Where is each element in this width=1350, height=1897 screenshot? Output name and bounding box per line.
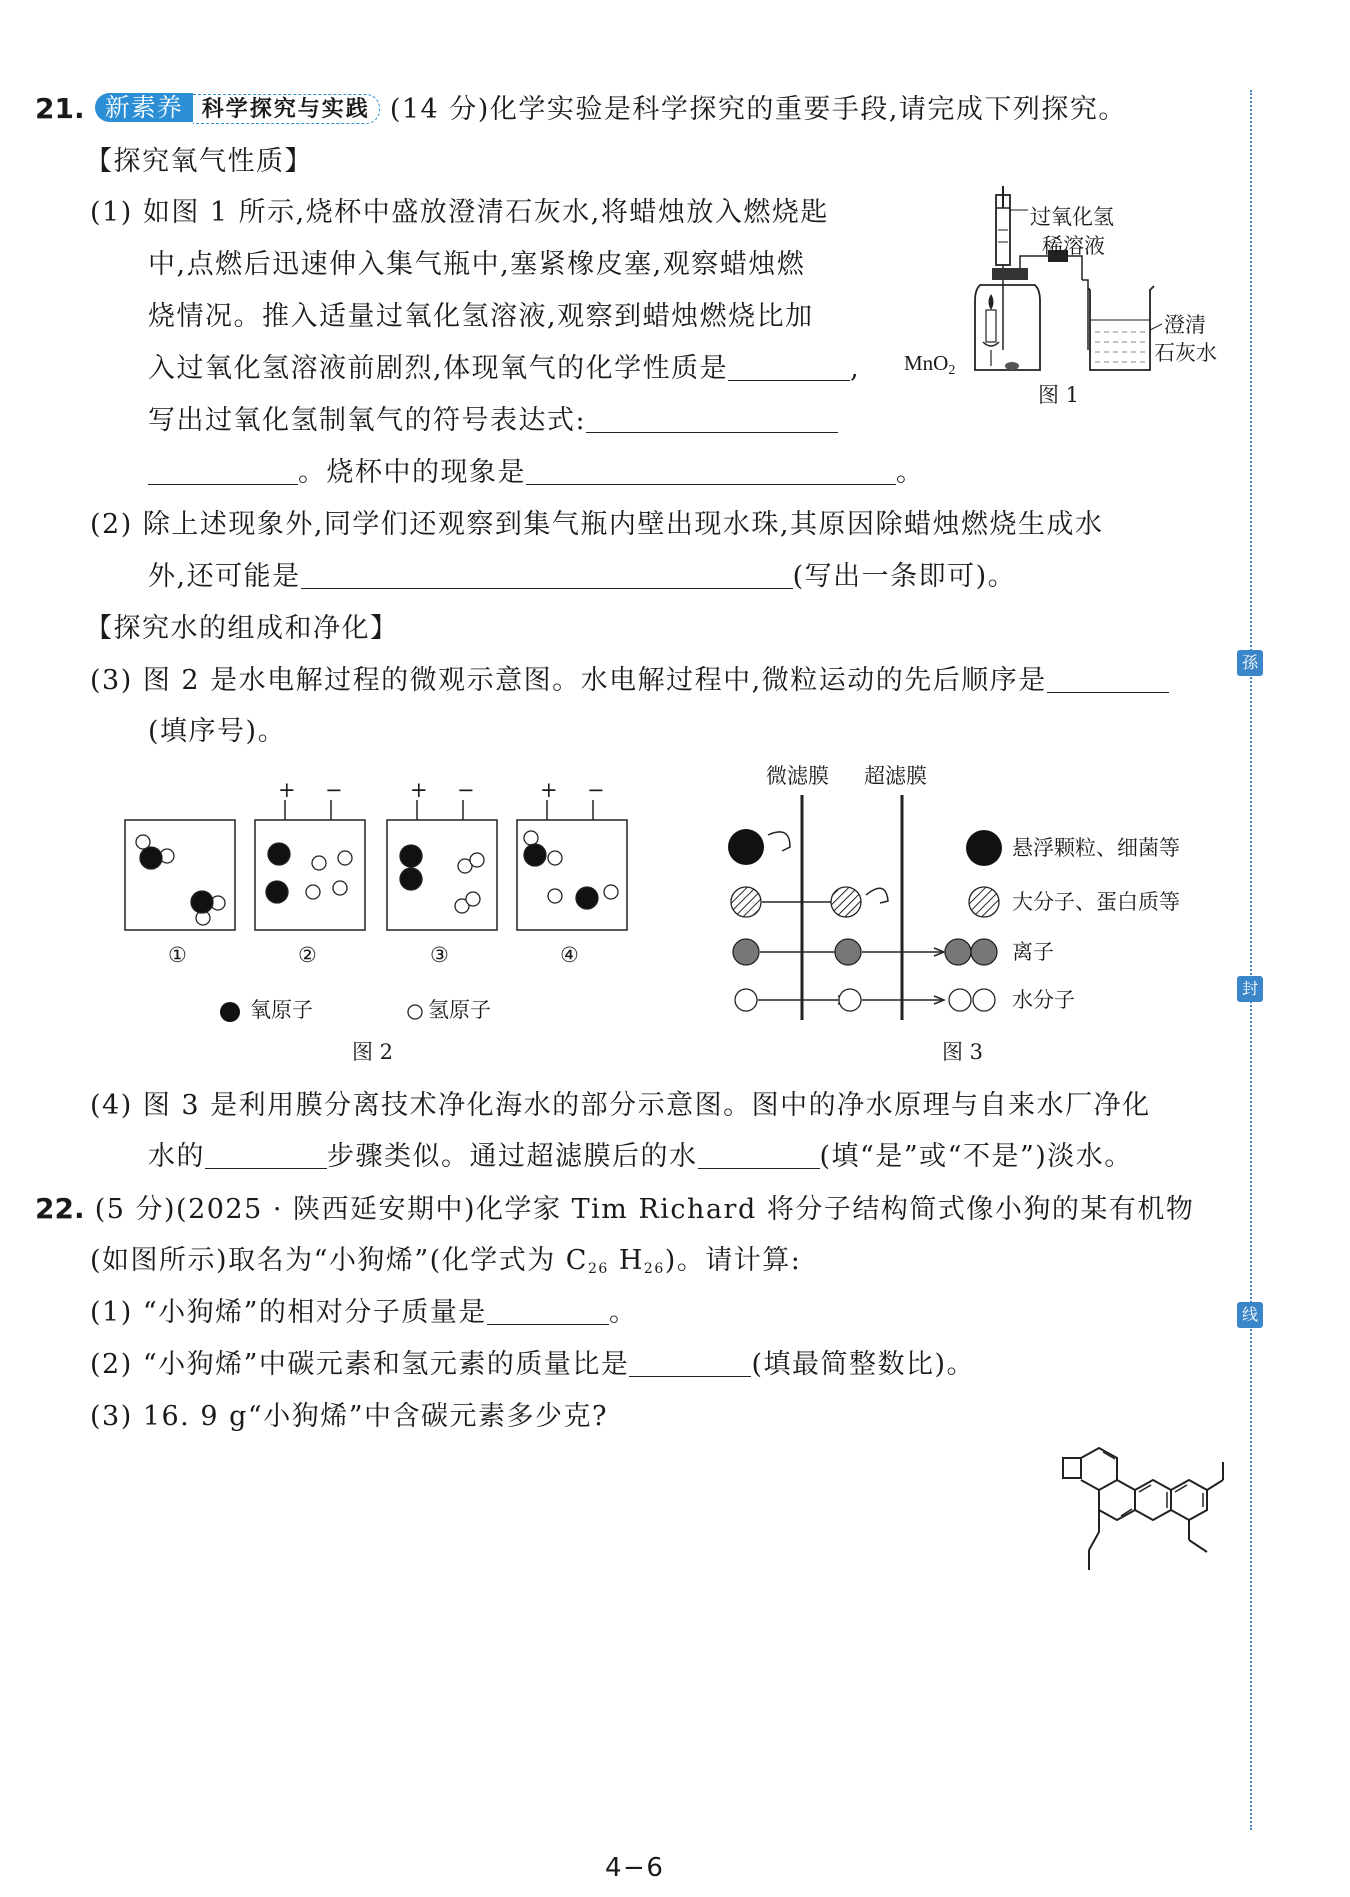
q21-p1-line4-text: 入过氧化氢溶液前剧烈,体现氧气的化学性质是 [148, 353, 729, 384]
section-water: 【探究水的组成和净化】 [85, 613, 399, 644]
fig2-caption: 图 2 [352, 1040, 394, 1064]
side-label-3: 线 [1237, 1302, 1263, 1328]
figure2-electrolysis [115, 780, 635, 940]
fig2-box-label-2: ② [298, 943, 317, 967]
q21-p4-line2-c: (填“是”或“不是”)淡水。 [819, 1141, 1133, 1172]
q21-p2-line2-end: (写出一条即可)。 [792, 561, 1017, 592]
fig3-legend-macromolecule: 大分子、蛋白质等 [1012, 890, 1180, 914]
q21-p1-line5-text: 写出过氧化氢制氧气的符号表达式: [148, 405, 587, 436]
fig2-minus-4: − [587, 778, 605, 802]
page-number: 4−6 [605, 1853, 665, 1883]
q21-p1-line6 [148, 459, 925, 486]
badge-new-literacy: 新素养 [95, 93, 193, 122]
fig2-plus-3: + [410, 778, 428, 802]
q21-p4-line2 [148, 1143, 1133, 1170]
q22-sub2-text: (2) “小狗烯”中碳元素和氢元素的质量比是 [90, 1349, 630, 1380]
fig1-label-h2o2-line1: 过氧化氢 [1030, 205, 1114, 229]
q21-p3-line1-text: (3) 图 2 是水电解过程的微观示意图。水电解过程中,微粒运动的先后顺序是 [90, 665, 1047, 696]
answer-blank-fresh-water[interactable] [698, 1144, 820, 1169]
binding-dotted-line [1250, 90, 1252, 1830]
fig2-legend-oxygen: 氧原子 [250, 998, 313, 1022]
side-label-1: 孫 [1237, 650, 1263, 676]
q21-intro: (14 分)化学实验是科学探究的重要手段,请完成下列探究。 [389, 94, 1127, 125]
q21-p2-line2 [148, 563, 1016, 590]
fig1-caption: 图 1 [1038, 383, 1080, 407]
q22-sub2-end: (填最简整数比)。 [751, 1349, 976, 1380]
fig3-caption: 图 3 [942, 1040, 984, 1064]
side-label-2: 封 [1237, 976, 1263, 1002]
fig3-legend-water: 水分子 [1012, 988, 1075, 1012]
q22-sub1-text: (1) “小狗烯”的相对分子质量是 [90, 1297, 487, 1328]
answer-blank-beaker-phenomenon[interactable] [526, 460, 896, 485]
fig1-label-lime-line2: 石灰水 [1154, 341, 1217, 365]
q21-p4-line2-a: 水的 [148, 1141, 205, 1172]
q22-header [35, 1192, 1195, 1225]
q22-line2-a: (如图所示)取名为“小狗烯”(化学式为 C [90, 1245, 588, 1276]
q21-header [35, 93, 1127, 124]
fig2-minus-2: − [325, 778, 343, 802]
q22-sub3: (3) 16. 9 g“小狗烯”中含碳元素多少克? [90, 1401, 608, 1432]
fig2-plus-2: + [278, 778, 296, 802]
fig2-box-label-1: ① [168, 943, 187, 967]
q21-p1-line4 [148, 355, 860, 382]
q21-p1-line6-text: 。烧杯中的现象是 [298, 457, 526, 488]
q22-sub-h: 26 [643, 1261, 665, 1277]
q21-p2-line1: (2) 除上述现象外,同学们还观察到集气瓶内壁出现水珠,其原因除蜡烛燃烧生成水 [90, 509, 1104, 540]
period: 。 [896, 457, 925, 488]
section-oxygen: 【探究氧气性质】 [85, 146, 313, 177]
fig2-minus-3: − [457, 778, 475, 802]
fig2-box-label-4: ④ [560, 943, 579, 967]
molecule-structure [1055, 1440, 1235, 1580]
q22-sub2 [90, 1351, 975, 1378]
fig2-box-label-3: ③ [430, 943, 449, 967]
q21-p4-line1: (4) 图 3 是利用膜分离技术净化海水的部分示意图。图中的净水原理与自来水厂净化 [90, 1090, 1151, 1121]
q22-sub1 [90, 1299, 637, 1326]
badge-science-practice: 科学探究与实践 [193, 94, 380, 124]
q21-number: 21. [35, 92, 85, 125]
q21-p4-line2-b: 步骤类似。通过超滤膜后的水 [327, 1141, 698, 1172]
fig2-legend-hydrogen: 氢原子 [428, 998, 491, 1022]
fig1-label-lime-line1: 澄清 [1164, 313, 1206, 337]
answer-blank-step[interactable] [205, 1144, 327, 1169]
answer-blank-equation-part2[interactable] [148, 460, 298, 485]
answer-blank-equation-part1[interactable] [586, 408, 838, 433]
q22-line2 [90, 1247, 801, 1276]
answer-blank-water-reason[interactable] [301, 564, 793, 589]
fig3-legend-ion: 离子 [1012, 940, 1054, 964]
q22-intro: (5 分)(2025 · 陕西延安期中)化学家 Tim Richard 将分子结构简式像小狗的某有机物 [94, 1194, 1195, 1225]
answer-blank-mass-ratio[interactable] [629, 1352, 751, 1377]
period: 。 [608, 1297, 638, 1328]
q21-p1-line5 [148, 407, 838, 434]
fig1-label-mno2: MnO$_2$ [904, 351, 956, 378]
fig2-legend-markers [215, 998, 435, 1028]
fig3-legend-suspended: 悬浮颗粒、细菌等 [1012, 836, 1180, 860]
q21-p3-line2: (填序号)。 [148, 716, 287, 747]
q21-p1-line2: 中,点燃后迅速伸入集气瓶中,塞紧橡皮塞,观察蜡烛燃 [148, 249, 806, 280]
q22-sub-c: 26 [587, 1261, 609, 1277]
q22-line2-c: )。请计算: [664, 1245, 802, 1276]
comma: , [850, 353, 861, 384]
q22-line2-b: H [608, 1245, 644, 1276]
q21-p2-line2-text: 外,还可能是 [148, 561, 301, 592]
fig1-label-h2o2-line2: 稀溶液 [1042, 234, 1105, 258]
q21-p3-line1 [90, 667, 1169, 694]
q22-number: 22. [35, 1192, 85, 1225]
q21-p1-line1: (1) 如图 1 所示,烧杯中盛放澄清石灰水,将蜡烛放入燃烧匙 [90, 197, 829, 228]
answer-blank-oxygen-property[interactable] [728, 356, 850, 381]
fig2-plus-4: + [540, 778, 558, 802]
fig3-legend-markers [966, 830, 1006, 1020]
fig3-label-microfiltration: 微滤膜 [766, 764, 829, 788]
fig3-label-ultrafiltration: 超滤膜 [864, 764, 927, 788]
answer-blank-order[interactable] [1047, 668, 1169, 693]
answer-blank-molar-mass[interactable] [487, 1300, 609, 1325]
q21-p1-line3: 烧情况。推入适量过氧化氢溶液,观察到蜡烛燃烧比加 [148, 301, 814, 332]
